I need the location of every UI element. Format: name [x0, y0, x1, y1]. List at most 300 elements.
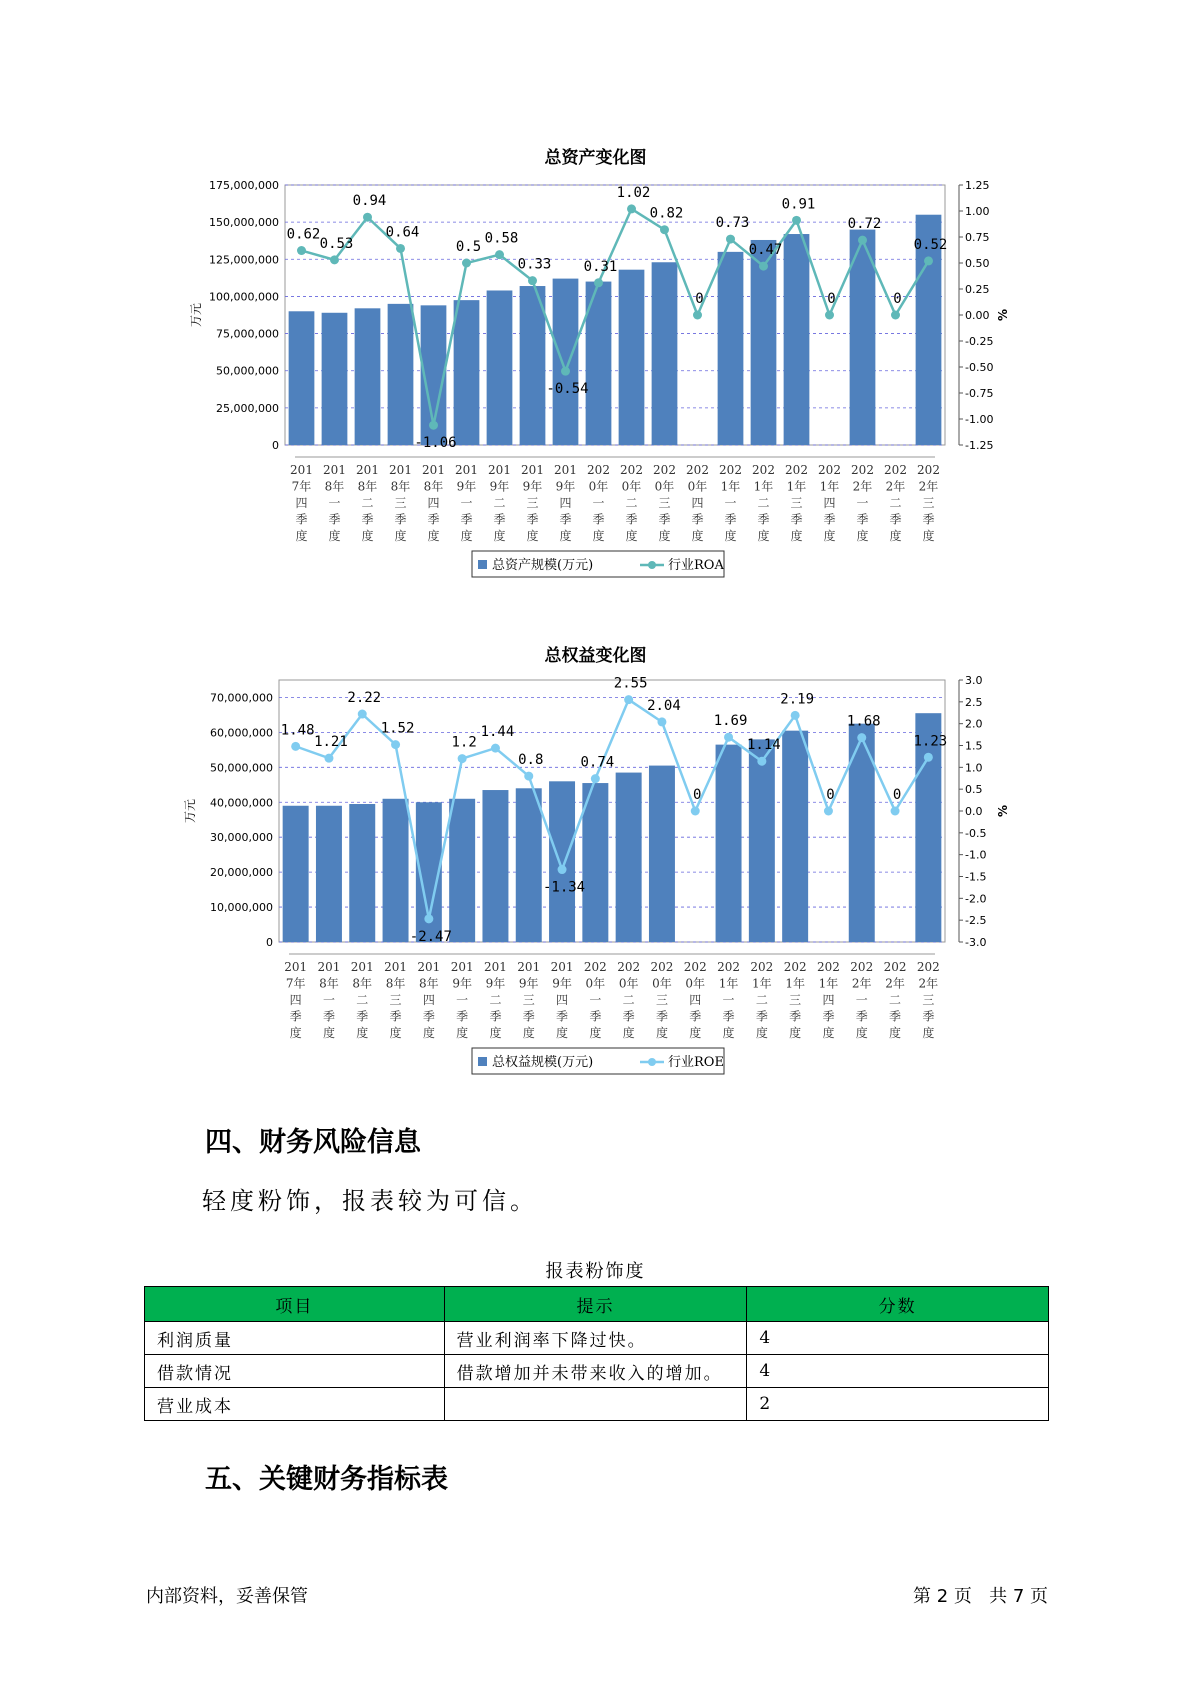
- x-tick-label: 201: [290, 463, 313, 477]
- cell-score: 4: [747, 1355, 1049, 1388]
- y2-tick-label: -1.5: [965, 870, 987, 884]
- x-tick-label: 季: [456, 1009, 469, 1024]
- x-tick-label: 1年: [753, 479, 774, 494]
- x-tick-label: 度: [855, 1026, 868, 1040]
- plot-area: [285, 185, 945, 445]
- x-tick-label: 度: [622, 1026, 635, 1040]
- data-label: 1.2: [451, 734, 477, 751]
- line-point: [825, 311, 834, 320]
- x-tick-label: 202: [650, 960, 674, 974]
- x-tick-label: 四: [823, 496, 836, 510]
- y2-tick-label: 1.5: [965, 739, 983, 753]
- x-tick-label: 1年: [785, 976, 805, 991]
- x-tick-label: 三: [790, 496, 803, 510]
- bar: [516, 788, 542, 942]
- data-label: 2.19: [780, 691, 815, 708]
- x-tick-label: 201: [417, 960, 441, 974]
- x-tick-label: 202: [717, 960, 741, 974]
- x-tick-label: 1年: [786, 479, 807, 494]
- bar: [349, 804, 375, 942]
- x-tick-label: 0年: [585, 976, 606, 991]
- x-tick-label: 度: [823, 529, 836, 543]
- x-tick-label: 9年: [456, 479, 477, 494]
- x-tick-label: 季: [655, 1009, 668, 1024]
- x-tick-label: 7年: [291, 479, 312, 494]
- data-label: 1.68: [846, 713, 881, 730]
- y2-tick-label: 1.25: [965, 179, 990, 192]
- x-tick-label: 201: [483, 960, 507, 974]
- x-tick-label: 9年: [489, 479, 510, 494]
- x-tick-label: 一: [592, 496, 605, 510]
- x-tick-label: 季: [922, 1009, 935, 1024]
- x-tick-label: 202: [917, 463, 940, 477]
- line-point: [330, 255, 339, 264]
- x-tick-label: 季: [689, 1009, 702, 1024]
- data-label: 0.47: [748, 242, 783, 259]
- data-label: 0.62: [286, 226, 321, 243]
- x-tick-label: 季: [622, 1009, 635, 1024]
- y2-tick-label: -3.0: [965, 936, 987, 949]
- bar: [316, 806, 342, 942]
- y2-tick-label: -0.75: [965, 387, 994, 400]
- line-point: [693, 311, 702, 320]
- x-tick-label: 度: [489, 1026, 502, 1040]
- x-tick-label: 四: [427, 496, 440, 510]
- data-label: 0: [693, 787, 702, 803]
- table-row: [145, 1388, 1049, 1421]
- y2-tick-label: 0.00: [965, 309, 990, 322]
- bar: [652, 262, 678, 445]
- y-tick-label: 125,000,000: [209, 253, 279, 267]
- bar: [383, 799, 409, 942]
- line-point: [660, 225, 669, 234]
- x-tick-label: 8年: [419, 976, 439, 991]
- y-tick-label: 50,000,000: [216, 364, 279, 378]
- data-label: -1.06: [414, 435, 457, 452]
- y2-tick-label: -2.5: [965, 914, 987, 928]
- x-tick-label: 202: [851, 463, 874, 477]
- y2-tick-label: 0.75: [965, 231, 990, 244]
- total-equity-chart: [0, 660, 1191, 1100]
- x-tick-label: 度: [422, 1026, 435, 1040]
- data-label: 0.94: [352, 193, 387, 210]
- line-point: [324, 754, 333, 763]
- line-point: [297, 246, 306, 255]
- x-tick-label: 一: [722, 993, 735, 1007]
- data-label: 0: [826, 787, 835, 803]
- x-tick-label: 季: [522, 1009, 535, 1024]
- line-point: [891, 311, 900, 320]
- y-tick-label: 30,000,000: [210, 831, 273, 845]
- legend-bar-swatch: [478, 1057, 487, 1066]
- x-tick-label: 8年: [385, 976, 406, 991]
- x-tick-label: 度: [922, 1026, 935, 1040]
- x-tick-label: 季: [559, 512, 572, 527]
- x-tick-label: 季: [856, 512, 869, 527]
- x-tick-label: 三: [789, 993, 802, 1007]
- y2-tick-label: -0.50: [965, 361, 994, 374]
- line-point: [495, 250, 504, 259]
- x-tick-label: 季: [790, 512, 803, 527]
- cell-score: 4: [747, 1322, 1049, 1355]
- x-tick-label: 度: [295, 529, 308, 543]
- legend-line-marker: [648, 1058, 656, 1066]
- x-tick-label: 0年: [652, 976, 672, 991]
- x-tick-label: 度: [757, 529, 770, 543]
- legend-line-label: 行业ROE: [668, 1055, 724, 1070]
- x-tick-label: 2年: [885, 479, 906, 494]
- x-tick-label: 1年: [718, 976, 739, 991]
- data-label: 2.22: [347, 690, 382, 707]
- line-point: [491, 744, 500, 753]
- data-label: 1.14: [746, 737, 781, 754]
- x-tick-label: 度: [356, 1026, 369, 1040]
- x-tick-label: 202: [816, 960, 840, 974]
- line-point: [291, 742, 300, 751]
- line-point: [424, 914, 433, 923]
- x-tick-label: 202: [617, 960, 641, 974]
- x-tick-label: 季: [658, 512, 671, 527]
- line-point: [462, 259, 471, 268]
- legend-bar-label: 总资产规模(万元): [492, 558, 594, 573]
- x-tick-label: 8年: [352, 976, 373, 991]
- x-tick-label: 季: [722, 1009, 735, 1024]
- x-tick-label: 度: [556, 1026, 569, 1040]
- cell-item: 营业成本: [145, 1388, 445, 1421]
- bar: [649, 766, 675, 942]
- y2-tick-label: -0.25: [965, 335, 994, 348]
- x-tick-label: 二: [755, 993, 768, 1007]
- x-tick-label: 度: [328, 529, 341, 543]
- x-tick-label: 度: [689, 1026, 702, 1040]
- y2-tick-label: 1.00: [965, 205, 990, 218]
- x-tick-label: 季: [855, 1009, 868, 1024]
- data-label: 0.64: [385, 224, 420, 241]
- bar: [449, 799, 475, 942]
- x-tick-label: 二: [361, 496, 374, 510]
- x-tick-label: 四: [559, 496, 572, 510]
- x-tick-label: 度: [456, 1026, 469, 1040]
- data-label: 0: [893, 291, 902, 307]
- section5-heading: 五、关键财务指标表: [205, 1464, 448, 1495]
- line-point: [924, 753, 933, 762]
- col-header-item: 项目: [145, 1287, 445, 1322]
- x-tick-label: 季: [592, 512, 605, 527]
- line-point: [724, 733, 733, 742]
- data-label: 0.5: [455, 239, 482, 255]
- x-tick-label: 8年: [324, 479, 345, 494]
- x-tick-label: 四: [691, 496, 704, 510]
- y-axis-title: 万元: [183, 798, 197, 824]
- x-tick-label: 9年: [452, 976, 472, 991]
- x-tick-label: 度: [289, 1026, 302, 1040]
- x-tick-label: 三: [526, 496, 539, 510]
- data-label: 0.31: [583, 258, 618, 275]
- table-header-row: [145, 1287, 1049, 1322]
- x-tick-label: 季: [422, 1009, 435, 1024]
- x-tick-label: 一: [456, 993, 469, 1007]
- data-label: 1.69: [713, 713, 748, 730]
- line-point: [924, 256, 933, 265]
- bar: [482, 790, 508, 942]
- bar: [553, 279, 579, 445]
- x-tick-label: 度: [427, 529, 440, 543]
- x-tick-label: 202: [818, 463, 841, 477]
- data-label: -0.54: [546, 381, 589, 398]
- data-label: 0.82: [649, 205, 684, 222]
- x-tick-label: 9年: [555, 479, 576, 494]
- chart1-title: 总资产变化图: [544, 148, 647, 168]
- x-tick-label: 度: [559, 529, 572, 543]
- y2-tick-label: 3.0: [965, 674, 983, 687]
- x-tick-label: 2年: [885, 976, 905, 991]
- x-tick-label: 二: [489, 993, 502, 1007]
- x-tick-label: 季: [489, 1009, 502, 1024]
- footer-page-number: 第 2 页 共 7 页: [913, 1586, 1048, 1607]
- line-point: [591, 774, 600, 783]
- x-tick-label: 度: [790, 529, 803, 543]
- line-point: [824, 807, 833, 816]
- y2-axis-title: %: [996, 308, 1010, 322]
- y-tick-label: 0: [272, 439, 279, 452]
- x-tick-label: 0年: [685, 976, 706, 991]
- x-tick-label: 201: [488, 463, 511, 477]
- x-tick-label: 三: [922, 993, 935, 1007]
- x-tick-label: 度: [922, 529, 935, 543]
- data-label: 0.58: [484, 230, 519, 247]
- x-tick-label: 季: [691, 512, 704, 527]
- x-tick-label: 季: [789, 1009, 802, 1024]
- bar: [355, 308, 381, 445]
- x-tick-label: 一: [855, 993, 868, 1007]
- x-tick-label: 四: [422, 993, 435, 1007]
- x-tick-label: 度: [361, 529, 374, 543]
- x-tick-label: 四: [556, 993, 569, 1007]
- x-tick-label: 季: [460, 512, 473, 527]
- x-tick-label: 201: [323, 463, 346, 477]
- y-tick-label: 25,000,000: [216, 401, 279, 415]
- x-tick-label: 度: [755, 1026, 768, 1040]
- x-tick-label: 二: [493, 496, 506, 510]
- x-tick-label: 202: [583, 960, 607, 974]
- chart2-title: 总权益变化图: [544, 646, 647, 666]
- x-tick-label: 二: [889, 496, 902, 510]
- line-point: [363, 213, 372, 222]
- y-axis-title: 万元: [189, 302, 203, 328]
- x-tick-label: 202: [884, 463, 907, 477]
- y-tick-label: 150,000,000: [209, 216, 279, 230]
- x-tick-label: 0年: [621, 479, 642, 494]
- x-tick-label: 度: [789, 1026, 802, 1040]
- x-tick-label: 季: [889, 512, 902, 527]
- line-point: [524, 772, 533, 781]
- line-point: [627, 204, 636, 213]
- x-tick-label: 季: [389, 1009, 402, 1024]
- section4-heading: 四、财务风险信息: [205, 1127, 421, 1158]
- x-tick-label: 四: [289, 993, 302, 1007]
- x-tick-label: 季: [356, 1009, 369, 1024]
- x-tick-label: 202: [683, 960, 707, 974]
- data-label: 1.02: [616, 184, 651, 201]
- x-tick-label: 二: [889, 993, 902, 1007]
- line-point: [657, 717, 666, 726]
- line-point: [528, 276, 537, 285]
- x-tick-label: 8年: [423, 479, 444, 494]
- data-label: 1.44: [480, 724, 515, 741]
- footer-left: 内部资料，妥善保管: [146, 1586, 308, 1607]
- line-point: [857, 733, 866, 742]
- data-label: 0.91: [781, 196, 816, 213]
- line-point: [391, 740, 400, 749]
- data-label: 1.48: [280, 722, 315, 739]
- x-tick-label: 201: [550, 960, 574, 974]
- x-tick-label: 度: [493, 529, 506, 543]
- cell-item: 利润质量: [145, 1322, 445, 1355]
- bar: [718, 252, 744, 445]
- x-tick-label: 2年: [851, 976, 872, 991]
- x-tick-label: 9年: [552, 976, 572, 991]
- x-tick-label: 201: [455, 463, 478, 477]
- x-tick-label: 0年: [618, 976, 639, 991]
- x-tick-label: 201: [517, 960, 541, 974]
- data-label: 0: [827, 291, 836, 307]
- line-point: [891, 807, 900, 816]
- x-tick-label: 202: [653, 463, 676, 477]
- x-tick-label: 2年: [852, 479, 873, 494]
- col-header-score: 分数: [747, 1287, 1049, 1322]
- y-tick-label: 175,000,000: [209, 179, 279, 192]
- x-tick-label: 202: [587, 463, 610, 477]
- x-tick-label: 9年: [522, 479, 543, 494]
- x-tick-label: 202: [785, 463, 808, 477]
- bar: [388, 304, 414, 445]
- x-tick-label: 季: [328, 512, 341, 527]
- x-tick-label: 季: [823, 512, 836, 527]
- x-tick-label: 一: [589, 993, 602, 1007]
- section4-text: 轻度粉饰，报表较为可信。: [202, 1187, 538, 1215]
- x-tick-label: 季: [556, 1009, 569, 1024]
- line-point: [429, 421, 438, 430]
- line-point: [792, 216, 801, 225]
- x-tick-label: 201: [450, 960, 474, 974]
- x-tick-label: 季: [625, 512, 638, 527]
- bar: [520, 286, 546, 445]
- x-tick-label: 一: [322, 993, 335, 1007]
- bar: [751, 240, 777, 445]
- x-tick-label: 度: [589, 1026, 602, 1040]
- bar: [454, 300, 480, 445]
- y2-tick-label: -1.0: [965, 848, 987, 862]
- x-tick-label: 一: [856, 496, 869, 510]
- line-point: [458, 754, 467, 763]
- cell-item: 借款情况: [145, 1355, 445, 1388]
- x-tick-label: 201: [317, 960, 341, 974]
- x-tick-label: 季: [394, 512, 407, 527]
- y2-tick-label: -1.00: [965, 413, 994, 426]
- data-label: 2.55: [613, 675, 648, 692]
- x-tick-label: 201: [356, 463, 379, 477]
- x-tick-label: 三: [922, 496, 935, 510]
- x-tick-label: 一: [328, 496, 341, 510]
- x-tick-label: 202: [916, 960, 940, 974]
- x-tick-label: 度: [592, 529, 605, 543]
- y-tick-label: 50,000,000: [210, 761, 273, 775]
- cell-hint: [444, 1388, 747, 1421]
- bar: [283, 806, 309, 942]
- x-tick-label: 度: [322, 1026, 335, 1040]
- x-tick-label: 1年: [752, 976, 772, 991]
- bar: [616, 773, 642, 942]
- x-tick-label: 二: [757, 496, 770, 510]
- table-row: [145, 1355, 1049, 1388]
- x-tick-label: 四: [295, 496, 308, 510]
- y-tick-label: 10,000,000: [210, 901, 273, 915]
- data-label: 0.74: [580, 754, 615, 771]
- x-tick-label: 二: [625, 496, 638, 510]
- y-tick-label: 40,000,000: [210, 796, 273, 810]
- line-point: [858, 236, 867, 245]
- cell-score: 2: [747, 1388, 1049, 1421]
- bar: [322, 313, 348, 445]
- legend-bar-label: 总权益规模(万元): [492, 1055, 594, 1070]
- x-tick-label: 202: [883, 960, 907, 974]
- bar: [716, 745, 742, 942]
- line-point: [358, 710, 367, 719]
- bar: [782, 731, 808, 942]
- x-tick-label: 度: [658, 529, 671, 543]
- x-tick-label: 三: [522, 993, 535, 1007]
- x-tick-label: 202: [850, 960, 874, 974]
- cell-hint: 借款增加并未带来收入的增加。: [444, 1355, 747, 1388]
- x-tick-label: 度: [522, 1026, 535, 1040]
- y-tick-label: 20,000,000: [210, 866, 273, 880]
- x-tick-label: 季: [889, 1009, 902, 1024]
- x-tick-label: 季: [822, 1009, 835, 1024]
- x-tick-label: 度: [722, 1026, 735, 1040]
- x-tick-label: 201: [554, 463, 577, 477]
- x-tick-label: 度: [822, 1026, 835, 1040]
- data-label: 0.53: [319, 235, 354, 252]
- data-label: 0.72: [847, 216, 882, 233]
- y-tick-label: 70,000,000: [210, 691, 273, 705]
- bar: [619, 270, 645, 445]
- x-tick-label: 度: [526, 529, 539, 543]
- y2-tick-label: 2.0: [965, 717, 983, 731]
- line-point: [759, 262, 768, 271]
- x-tick-label: 三: [389, 993, 402, 1007]
- line-point: [791, 711, 800, 720]
- x-tick-label: 201: [284, 960, 308, 974]
- x-tick-label: 季: [526, 512, 539, 527]
- x-tick-label: 1年: [720, 479, 741, 494]
- line-point: [396, 244, 405, 253]
- cell-hint: 营业利润率下降过快。: [444, 1322, 747, 1355]
- line-point: [594, 278, 603, 287]
- bar: [487, 290, 513, 445]
- x-tick-label: 1年: [819, 479, 840, 494]
- data-label: 1.21: [314, 734, 348, 751]
- x-tick-label: 2年: [918, 976, 939, 991]
- x-tick-label: 8年: [390, 479, 411, 494]
- line-point: [757, 757, 766, 766]
- y2-tick-label: 0.50: [965, 257, 990, 270]
- x-tick-label: 季: [724, 512, 737, 527]
- line-point: [561, 367, 570, 376]
- x-tick-label: 1年: [818, 976, 839, 991]
- x-tick-label: 季: [295, 512, 308, 527]
- x-tick-label: 202: [783, 960, 807, 974]
- x-tick-label: 201: [350, 960, 374, 974]
